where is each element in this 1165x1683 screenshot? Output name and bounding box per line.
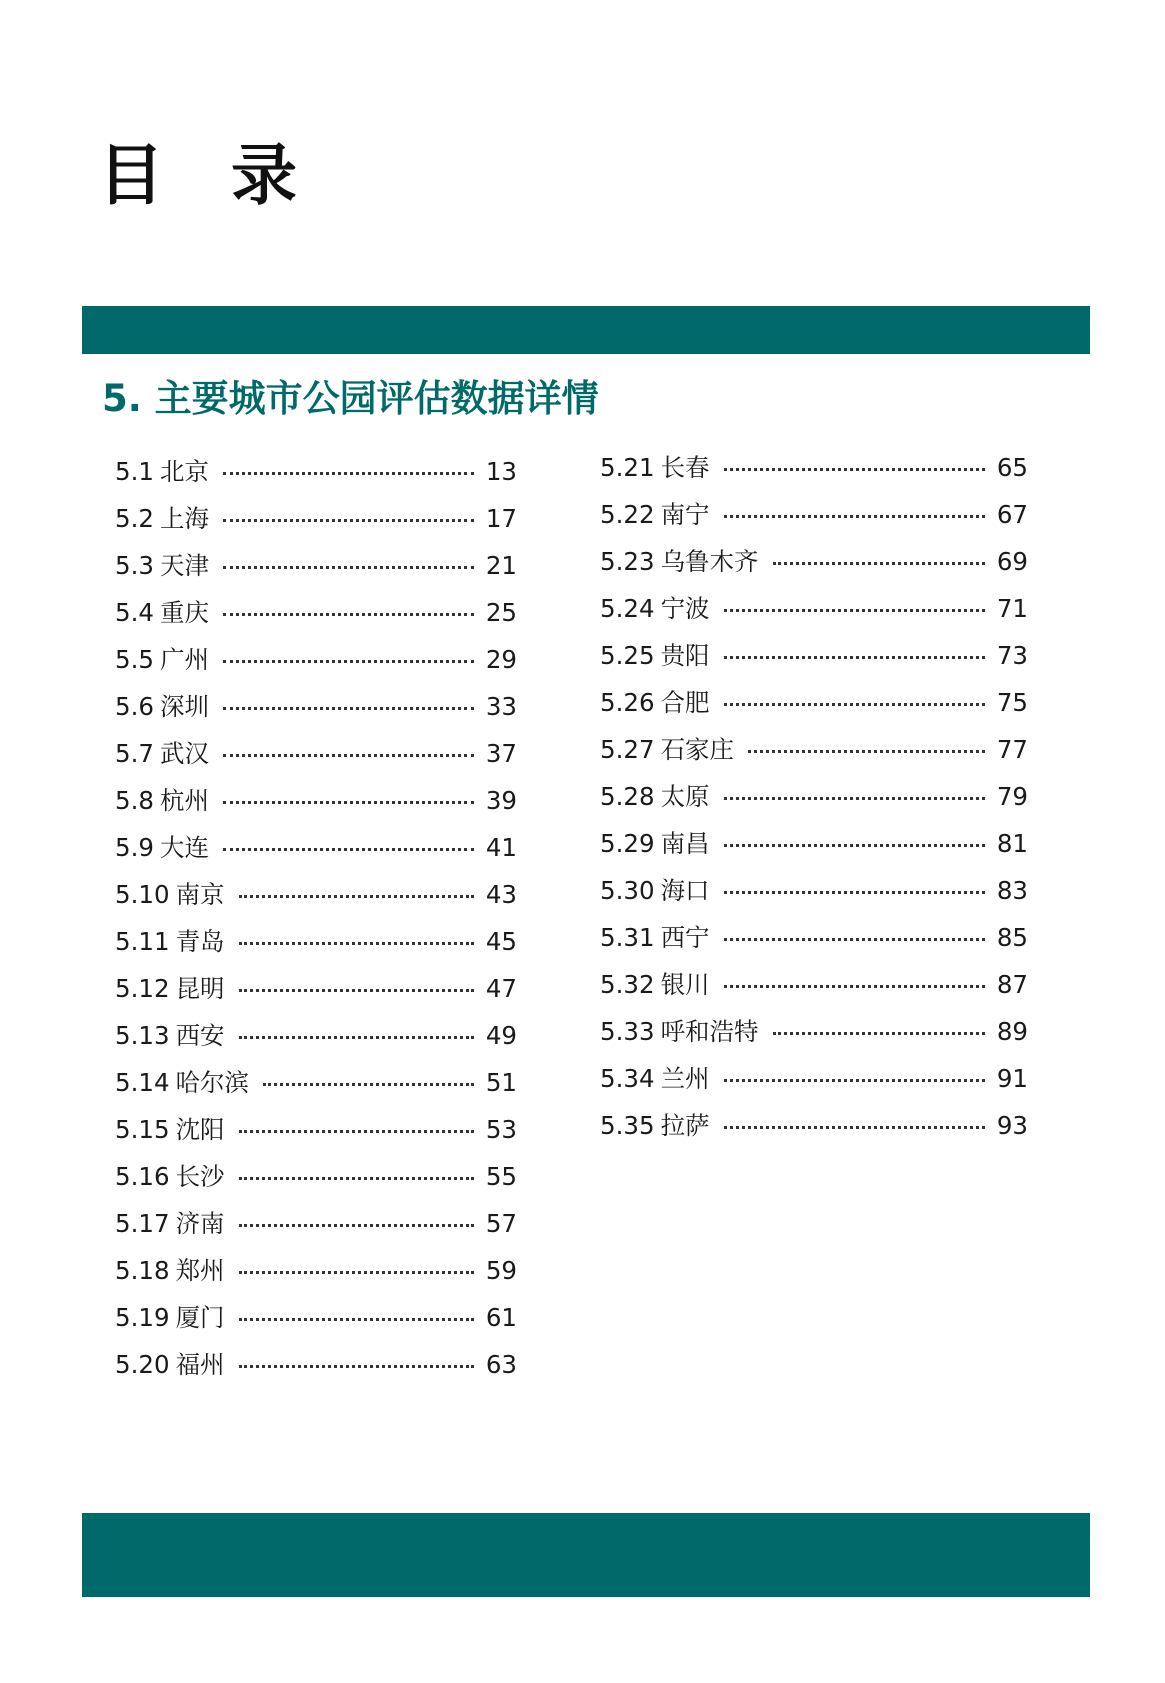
toc-dot-leader bbox=[223, 707, 474, 710]
toc-entry-page: 45 bbox=[485, 927, 517, 957]
toc-entry-number: 5.20 bbox=[115, 1350, 170, 1380]
toc-dot-leader bbox=[223, 848, 474, 851]
toc-entry[interactable] bbox=[600, 821, 1028, 868]
toc-entry-page: 85 bbox=[996, 923, 1028, 953]
toc-entry-page: 67 bbox=[996, 500, 1028, 530]
toc-entry-city: 太原 bbox=[660, 782, 710, 812]
toc-entry-city: 沈阳 bbox=[175, 1115, 225, 1145]
toc-entry-page: 79 bbox=[996, 782, 1028, 812]
toc-entry-city: 南宁 bbox=[660, 500, 710, 530]
toc-dot-leader bbox=[223, 660, 474, 663]
toc-entry-page: 49 bbox=[485, 1021, 517, 1051]
toc-entry[interactable] bbox=[115, 684, 517, 731]
toc-dot-leader bbox=[724, 844, 985, 847]
toc-entry-number: 5.22 bbox=[600, 500, 655, 530]
toc-entry[interactable] bbox=[600, 1009, 1028, 1056]
toc-entry-city: 南昌 bbox=[660, 829, 710, 859]
toc-entry-city: 海口 bbox=[660, 876, 710, 906]
toc-dot-leader bbox=[223, 472, 474, 475]
toc-entry-city: 贵阳 bbox=[660, 641, 710, 671]
toc-dot-leader bbox=[263, 1083, 474, 1086]
toc-dot-leader bbox=[773, 1032, 985, 1035]
toc-entry[interactable] bbox=[115, 919, 517, 966]
toc-entry-page: 63 bbox=[485, 1350, 517, 1380]
toc-entry-city: 郑州 bbox=[175, 1256, 225, 1286]
toc-entry-city: 杭州 bbox=[159, 786, 209, 816]
toc-dot-leader bbox=[724, 1079, 985, 1082]
toc-entry[interactable] bbox=[600, 868, 1028, 915]
toc-dot-leader bbox=[239, 1036, 474, 1039]
toc-entry-number: 5.8 bbox=[115, 786, 154, 816]
toc-entry[interactable] bbox=[600, 492, 1028, 539]
toc-entry-number: 5.21 bbox=[600, 453, 655, 483]
toc-entry[interactable] bbox=[115, 1342, 517, 1389]
toc-entry-page: 39 bbox=[485, 786, 517, 816]
toc-dot-leader bbox=[239, 1365, 474, 1368]
toc-entry[interactable] bbox=[115, 731, 517, 778]
toc-entry-page: 73 bbox=[996, 641, 1028, 671]
toc-entry-number: 5.5 bbox=[115, 645, 154, 675]
toc-entry[interactable] bbox=[115, 1248, 517, 1295]
toc-entry-page: 69 bbox=[996, 547, 1028, 577]
toc-entry-number: 5.23 bbox=[600, 547, 655, 577]
toc-entry-city: 天津 bbox=[159, 551, 209, 581]
toc-entry-number: 5.14 bbox=[115, 1068, 170, 1098]
toc-entry[interactable] bbox=[115, 543, 517, 590]
toc-entry-page: 13 bbox=[485, 457, 517, 487]
toc-entry-page: 29 bbox=[485, 645, 517, 675]
toc-entry-city: 济南 bbox=[175, 1209, 225, 1239]
header-band bbox=[82, 306, 1090, 354]
toc-entry[interactable] bbox=[600, 1103, 1028, 1150]
toc-entry-number: 5.10 bbox=[115, 880, 170, 910]
footer-band bbox=[82, 1513, 1090, 1597]
toc-entry-number: 5.26 bbox=[600, 688, 655, 718]
toc-dot-leader bbox=[724, 985, 985, 988]
section-heading: 5. 主要城市公园评估数据详情 bbox=[102, 377, 599, 420]
toc-entry-page: 59 bbox=[485, 1256, 517, 1286]
toc-entry-number: 5.13 bbox=[115, 1021, 170, 1051]
toc-entry-page: 81 bbox=[996, 829, 1028, 859]
toc-entry-city: 重庆 bbox=[159, 598, 209, 628]
toc-entry-city: 兰州 bbox=[660, 1064, 710, 1094]
toc-entry-number: 5.15 bbox=[115, 1115, 170, 1145]
toc-entry-number: 5.6 bbox=[115, 692, 154, 722]
toc-entry-page: 83 bbox=[996, 876, 1028, 906]
toc-entry[interactable] bbox=[115, 1107, 517, 1154]
toc-entry[interactable] bbox=[600, 774, 1028, 821]
toc-entry-number: 5.27 bbox=[600, 735, 655, 765]
toc-dot-leader bbox=[724, 1126, 985, 1129]
toc-entry-number: 5.24 bbox=[600, 594, 655, 624]
toc-dot-leader bbox=[239, 942, 474, 945]
toc-dot-leader bbox=[773, 562, 985, 565]
toc-dot-leader bbox=[239, 989, 474, 992]
toc-entry[interactable] bbox=[600, 586, 1028, 633]
toc-entry-number: 5.2 bbox=[115, 504, 154, 534]
toc-entry-number: 5.28 bbox=[600, 782, 655, 812]
toc-entry-page: 17 bbox=[485, 504, 517, 534]
toc-dot-leader bbox=[223, 566, 474, 569]
toc-entry[interactable] bbox=[600, 1056, 1028, 1103]
toc-entry-page: 93 bbox=[996, 1111, 1028, 1141]
toc-entry[interactable] bbox=[600, 962, 1028, 1009]
toc-entry-number: 5.7 bbox=[115, 739, 154, 769]
toc-entry-number: 5.18 bbox=[115, 1256, 170, 1286]
toc-entry-page: 75 bbox=[996, 688, 1028, 718]
toc-entry-city: 宁波 bbox=[660, 594, 710, 624]
toc-entry-number: 5.19 bbox=[115, 1303, 170, 1333]
toc-dot-leader bbox=[724, 891, 985, 894]
toc-entry-number: 5.9 bbox=[115, 833, 154, 863]
toc-entry[interactable] bbox=[115, 1201, 517, 1248]
toc-entry-number: 5.16 bbox=[115, 1162, 170, 1192]
toc-dot-leader bbox=[724, 468, 985, 471]
toc-entry[interactable] bbox=[115, 1013, 517, 1060]
toc-dot-leader bbox=[239, 895, 474, 898]
toc-entry-city: 深圳 bbox=[159, 692, 209, 722]
toc-entry-page: 77 bbox=[996, 735, 1028, 765]
toc-entry-page: 21 bbox=[485, 551, 517, 581]
toc-dot-leader bbox=[223, 801, 474, 804]
toc-entry[interactable] bbox=[115, 449, 517, 496]
toc-entry-page: 91 bbox=[996, 1064, 1028, 1094]
toc-entry-city: 乌鲁木齐 bbox=[660, 547, 759, 577]
toc-entry[interactable] bbox=[115, 872, 517, 919]
toc-entry-page: 25 bbox=[485, 598, 517, 628]
toc-entry-number: 5.30 bbox=[600, 876, 655, 906]
toc-entry-city: 厦门 bbox=[175, 1303, 225, 1333]
toc-entry[interactable] bbox=[115, 966, 517, 1013]
toc-entry-city: 长春 bbox=[660, 453, 710, 483]
toc-entry-city: 青岛 bbox=[175, 927, 225, 957]
toc-entry-city: 西宁 bbox=[660, 923, 710, 953]
toc-entry-city: 广州 bbox=[159, 645, 209, 675]
toc-entry-city: 银川 bbox=[660, 970, 710, 1000]
toc-entry-city: 南京 bbox=[175, 880, 225, 910]
toc-entry-number: 5.32 bbox=[600, 970, 655, 1000]
toc-entry[interactable] bbox=[115, 496, 517, 543]
toc-entry-city: 石家庄 bbox=[660, 735, 735, 765]
toc-entry-page: 47 bbox=[485, 974, 517, 1004]
toc-dot-leader bbox=[239, 1224, 474, 1227]
toc-entry-city: 长沙 bbox=[175, 1162, 225, 1192]
toc-entry-number: 5.17 bbox=[115, 1209, 170, 1239]
toc-entry-city: 昆明 bbox=[175, 974, 225, 1004]
toc-entry-number: 5.25 bbox=[600, 641, 655, 671]
toc-entry[interactable] bbox=[600, 680, 1028, 727]
toc-entry[interactable] bbox=[600, 633, 1028, 680]
toc-entry-page: 89 bbox=[996, 1017, 1028, 1047]
toc-entry-page: 51 bbox=[485, 1068, 517, 1098]
toc-dot-leader bbox=[724, 703, 985, 706]
toc-entry-number: 5.31 bbox=[600, 923, 655, 953]
toc-entry-number: 5.12 bbox=[115, 974, 170, 1004]
toc-entry[interactable] bbox=[115, 778, 517, 825]
toc-dot-leader bbox=[724, 938, 985, 941]
toc-entry-page: 61 bbox=[485, 1303, 517, 1333]
toc-entry-city: 西安 bbox=[175, 1021, 225, 1051]
toc-entry-page: 33 bbox=[485, 692, 517, 722]
toc-dot-leader bbox=[724, 656, 985, 659]
toc-dot-leader bbox=[239, 1177, 474, 1180]
toc-entry-page: 65 bbox=[996, 453, 1028, 483]
toc-entry-city: 哈尔滨 bbox=[175, 1068, 250, 1098]
toc-entry[interactable] bbox=[600, 915, 1028, 962]
toc-entry-city: 合肥 bbox=[660, 688, 710, 718]
toc-entry-city: 上海 bbox=[159, 504, 209, 534]
toc-entry[interactable] bbox=[115, 590, 517, 637]
toc-entry[interactable] bbox=[115, 637, 517, 684]
toc-entry-number: 5.33 bbox=[600, 1017, 655, 1047]
toc-dot-leader bbox=[724, 609, 985, 612]
toc-entry-number: 5.35 bbox=[600, 1111, 655, 1141]
toc-dot-leader bbox=[239, 1271, 474, 1274]
toc-entry-page: 71 bbox=[996, 594, 1028, 624]
toc-dot-leader bbox=[748, 750, 985, 753]
toc-entry-number: 5.34 bbox=[600, 1064, 655, 1094]
toc-entry-page: 41 bbox=[485, 833, 517, 863]
page-title: 目 录 bbox=[98, 137, 319, 214]
toc-entry-city: 拉萨 bbox=[660, 1111, 710, 1141]
toc-column-right bbox=[600, 445, 1028, 1150]
toc-dot-leader bbox=[223, 519, 474, 522]
toc-entry-number: 5.4 bbox=[115, 598, 154, 628]
toc-entry-page: 55 bbox=[485, 1162, 517, 1192]
toc-entry[interactable] bbox=[600, 539, 1028, 586]
toc-entry-number: 5.29 bbox=[600, 829, 655, 859]
toc-entry-page: 57 bbox=[485, 1209, 517, 1239]
toc-entry-number: 5.3 bbox=[115, 551, 154, 581]
toc-entry-number: 5.11 bbox=[115, 927, 170, 957]
toc-entry-number: 5.1 bbox=[115, 457, 154, 487]
toc-entry[interactable] bbox=[600, 727, 1028, 774]
toc-entry-city: 福州 bbox=[175, 1350, 225, 1380]
toc-entry-page: 43 bbox=[485, 880, 517, 910]
toc-dot-leader bbox=[223, 754, 474, 757]
toc-entry-page: 53 bbox=[485, 1115, 517, 1145]
toc-entry[interactable] bbox=[115, 1295, 517, 1342]
toc-dot-leader bbox=[724, 797, 985, 800]
toc-entry[interactable] bbox=[115, 825, 517, 872]
toc-dot-leader bbox=[239, 1130, 474, 1133]
toc-entry[interactable] bbox=[600, 445, 1028, 492]
toc-entry-page: 87 bbox=[996, 970, 1028, 1000]
toc-entry-city: 武汉 bbox=[159, 739, 209, 769]
toc-entry-city: 大连 bbox=[159, 833, 209, 863]
toc-dot-leader bbox=[239, 1318, 474, 1321]
toc-entry-page: 37 bbox=[485, 739, 517, 769]
toc-entry[interactable] bbox=[115, 1154, 517, 1201]
toc-column-left bbox=[115, 449, 517, 1389]
toc-entry-city: 呼和浩特 bbox=[660, 1017, 759, 1047]
toc-entry-city: 北京 bbox=[159, 457, 209, 487]
toc-dot-leader bbox=[724, 515, 985, 518]
toc-dot-leader bbox=[223, 613, 474, 616]
toc-entry[interactable] bbox=[115, 1060, 517, 1107]
